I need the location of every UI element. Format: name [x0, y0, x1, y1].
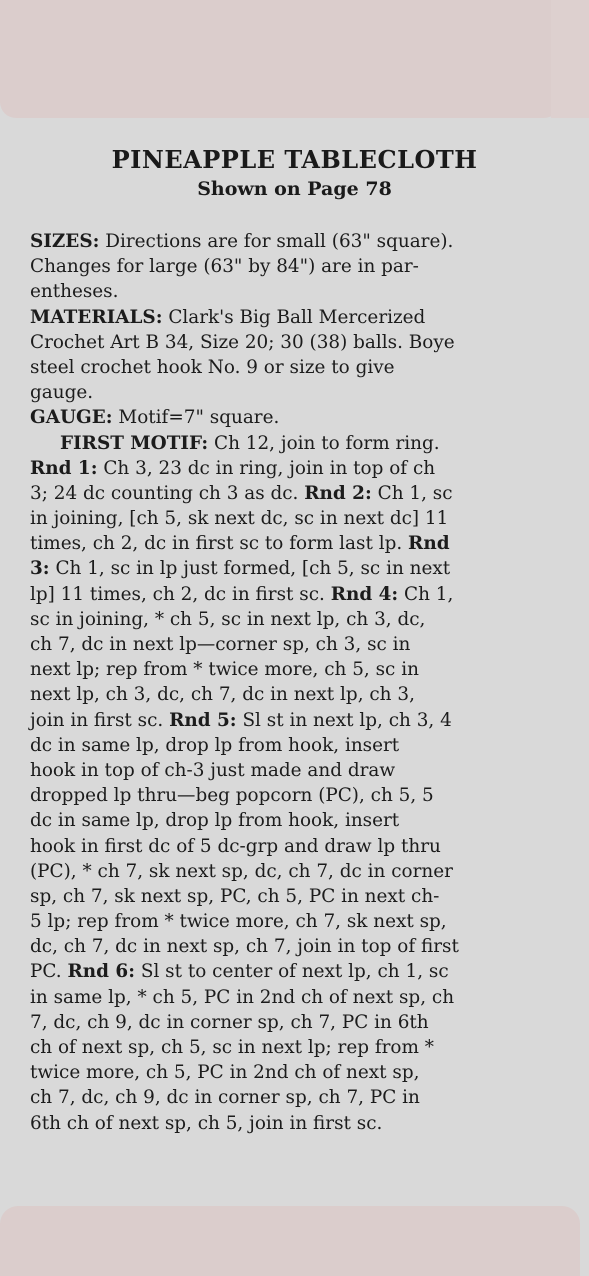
text-line	[30, 481, 560, 506]
bold-label: Rnd 6:	[67, 961, 135, 983]
text-line	[30, 632, 560, 657]
bold-label: SIZES:	[30, 231, 100, 252]
text-line	[30, 355, 560, 380]
text-line	[30, 934, 560, 959]
line-text: Clark's Big Ball Mercerized	[162, 306, 426, 328]
text-line	[30, 783, 560, 808]
line-text: sp, ch 7, sk next sp, PC, ch 5, PC in next ch-	[30, 885, 440, 907]
text-line	[30, 859, 560, 884]
text-line	[30, 607, 560, 632]
line-text: dc in same lp, drop lp from hook, insert	[30, 734, 400, 756]
bold-label: FIRST MOTIF:	[60, 432, 209, 454]
line-text: hook in top of ch-3 just made and draw	[30, 759, 396, 781]
text-line	[30, 506, 560, 531]
bold-label: Rnd 2:	[304, 482, 372, 504]
line-text: Crochet Art B 34, Size 20; 30 (38) balls. Boye	[30, 331, 455, 353]
text-line	[30, 405, 560, 430]
text-line	[30, 708, 560, 733]
line-text: PC.	[30, 961, 68, 983]
bold-label: Rnd 1:	[30, 457, 98, 479]
text-line	[30, 582, 560, 607]
line-text: dc in same lp, drop lp from hook, insert	[30, 810, 400, 832]
line-text: in same lp, * ch 5, PC in 2nd ch of next sp, ch	[30, 986, 455, 1008]
line-text: steel crochet hook No. 9 or size to give	[30, 356, 395, 378]
line-text: Ch 3, 23 dc in ring, join in top of ch	[97, 457, 436, 479]
text-line	[30, 657, 560, 682]
line-text: dc, ch 7, dc in next sp, ch 7, join in top of first	[30, 936, 459, 958]
text-line	[30, 305, 560, 330]
text-line	[30, 834, 560, 859]
right-mask	[551, 0, 589, 118]
pattern-instructions	[30, 229, 560, 1136]
line-text: ch 7, dc in next lp—corner sp, ch 3, sc in	[30, 634, 411, 655]
text-line	[30, 431, 560, 456]
line-text: entheses.	[30, 281, 119, 303]
line-text: Sl st in next lp, ch 3, 4	[236, 709, 452, 731]
text-line	[30, 1111, 560, 1136]
page-subtitle: Shown on Page 78	[197, 178, 392, 200]
line-text: gauge.	[30, 382, 94, 404]
line-text: ch of next sp, ch 5, sc in next lp; rep from *	[30, 1037, 434, 1058]
page-title: PINEAPPLE TABLECLOTH	[111, 145, 478, 174]
text-line	[30, 330, 560, 355]
line-text: in joining, [ch 5, sk next dc, sc in next dc] 11	[30, 508, 449, 530]
line-text: Ch 1,	[398, 583, 454, 605]
line-text: twice more, ch 5, PC in 2nd ch of next sp,	[30, 1062, 420, 1084]
line-text: Ch 12, join to form ring.	[208, 432, 440, 454]
text-line	[30, 985, 560, 1010]
line-text: hook in first dc of 5 dc-grp and draw lp thru	[30, 835, 441, 857]
line-text: Changes for large (63" by 84") are in par-	[30, 256, 419, 278]
text-line	[30, 1035, 560, 1060]
line-text: 6th ch of next sp, ch 5, join in first sc.	[30, 1112, 383, 1134]
line-text: ch 7, dc, ch 9, dc in corner sp, ch 7, PC in	[30, 1087, 420, 1109]
text-line	[30, 229, 560, 254]
line-text: dropped lp thru—beg popcorn (PC), ch 5, 5	[30, 785, 434, 807]
line-text: next lp; rep from * twice more, ch 5, sc in	[30, 659, 419, 681]
text-line	[30, 1060, 560, 1085]
text-line	[30, 1085, 560, 1110]
line-text: Sl st to center of next lp, ch 1, sc	[135, 961, 449, 983]
text-line	[30, 279, 560, 304]
text-line	[30, 380, 560, 405]
line-text: (PC), * ch 7, sk next sp, dc, ch 7, dc in corner	[30, 860, 453, 882]
text-line	[30, 456, 560, 481]
line-text: times, ch 2, dc in first sc to form last lp.	[30, 533, 409, 555]
line-text: join in first sc.	[30, 709, 170, 731]
line-text: Motif=7" square.	[112, 407, 280, 429]
line-text: sc in joining, * ch 5, sc in next lp, ch 3, dc,	[30, 608, 426, 630]
text-line	[30, 733, 560, 758]
text-line	[30, 254, 560, 279]
line-text: Directions are for small (63" square).	[99, 231, 454, 252]
line-text: 7, dc, ch 9, dc in corner sp, ch 7, PC in 6th	[30, 1011, 429, 1033]
text-line	[30, 531, 560, 556]
bold-label: GAUGE:	[30, 407, 113, 429]
text-line	[30, 682, 560, 707]
bold-label: Rnd 4:	[330, 583, 399, 605]
line-text: lp] 11 times, ch 2, dc in first sc.	[30, 583, 331, 605]
line-text: 3; 24 dc counting ch 3 as dc.	[30, 482, 305, 504]
text-line	[30, 808, 560, 833]
text-line	[30, 909, 560, 934]
line-text: 5 lp; rep from * twice more, ch 7, sk next sp,	[30, 911, 447, 933]
line-text: next lp, ch 3, dc, ch 7, dc in next lp, ch 3,	[30, 684, 415, 706]
line-text: Ch 1, sc	[371, 482, 453, 504]
bold-label: Rnd 5:	[169, 709, 237, 731]
text-line	[30, 959, 560, 984]
bold-label: MATERIALS:	[30, 306, 163, 328]
top-mask	[0, 0, 560, 118]
bold-label: 3:	[30, 558, 50, 580]
bottom-mask	[0, 1206, 580, 1276]
text-line	[30, 758, 560, 783]
bold-label: Rnd	[408, 533, 450, 555]
text-line	[30, 884, 560, 909]
text-line	[30, 556, 560, 581]
text-line	[30, 1010, 560, 1035]
line-text: Ch 1, sc in lp just formed, [ch 5, sc in next	[49, 558, 451, 580]
